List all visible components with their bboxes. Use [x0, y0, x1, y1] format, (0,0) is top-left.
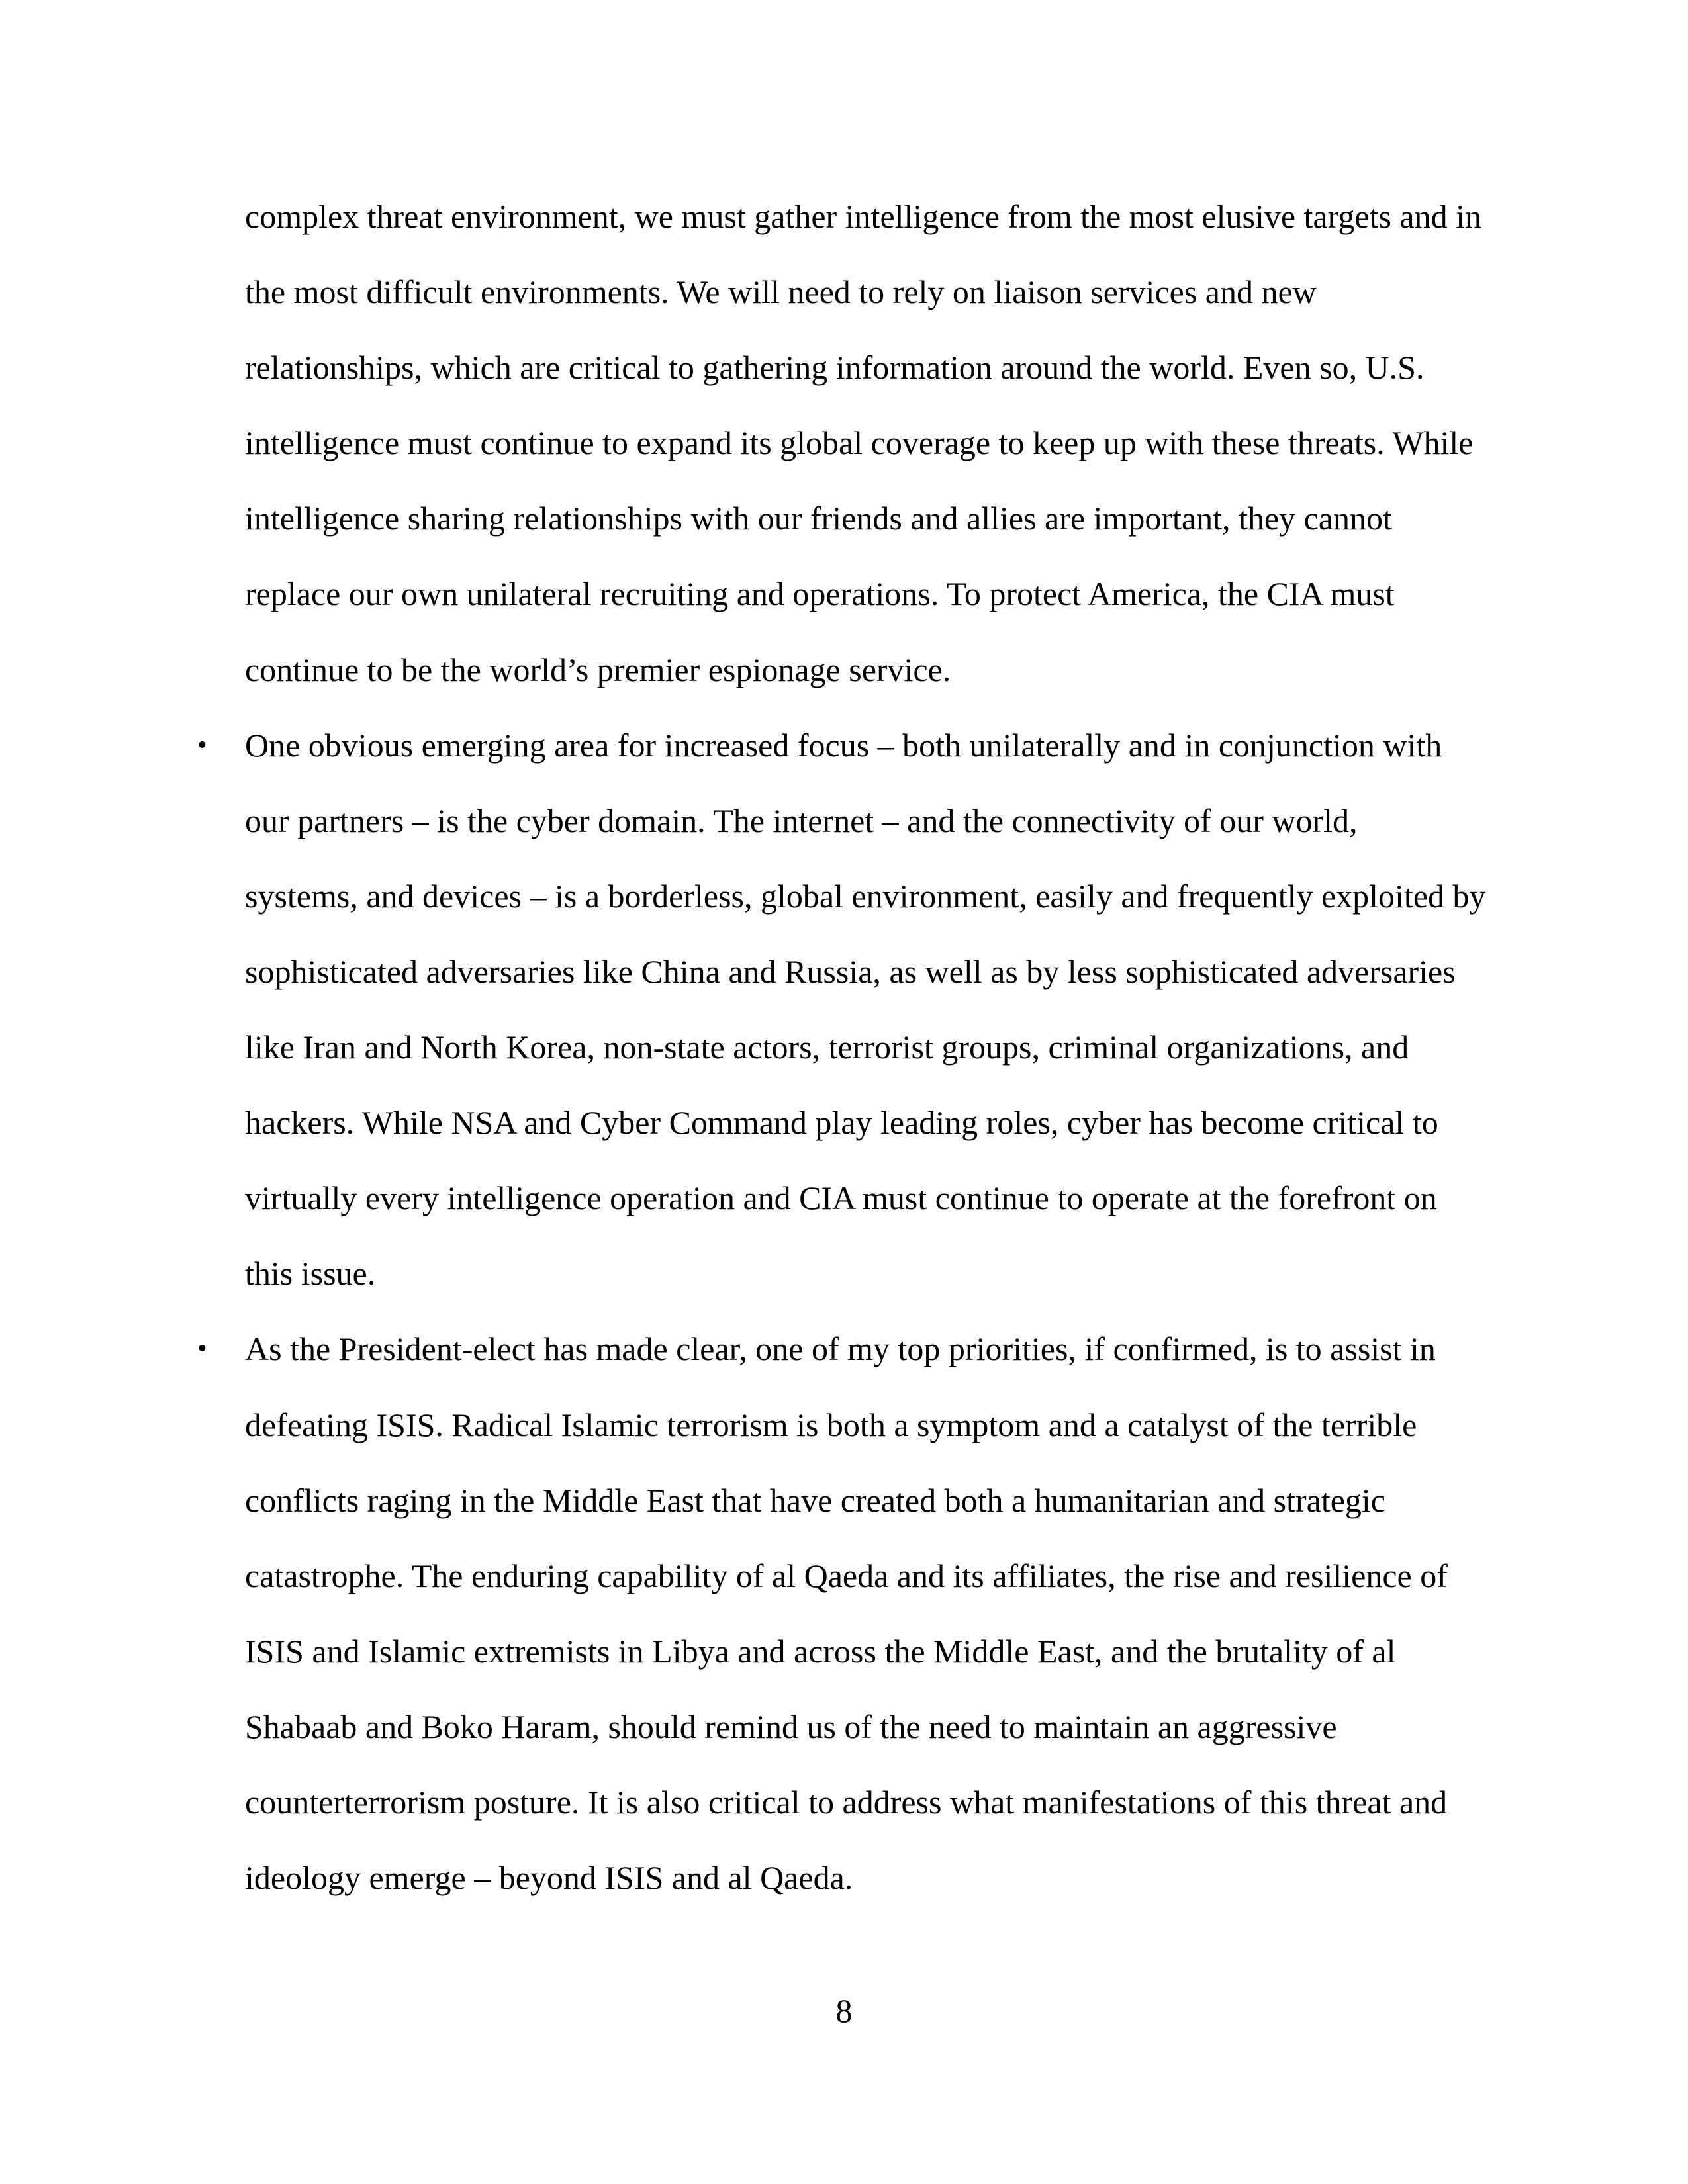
- text-line: like Iran and North Korea, non-state actors, terrorist groups, criminal organizations, and: [245, 1028, 1409, 1066]
- bullet-icon: •: [197, 729, 207, 760]
- text-line: intelligence must continue to expand its global coverage to keep up with these threats. While: [245, 424, 1474, 462]
- text-line: As the President-elect has made clear, one of my top priorities, if confirmed, is to assist in: [245, 1330, 1436, 1368]
- text-line: virtually every intelligence operation and CIA must continue to operate at the forefront on: [245, 1179, 1437, 1217]
- text-line: complex threat environment, we must gather intelligence from the most elusive targets and in: [245, 198, 1481, 235]
- text-line: our partners – is the cyber domain. The internet – and the connectivity of our world,: [245, 801, 1358, 839]
- text-line: the most difficult environments. We will need to rely on liaison services and new: [245, 273, 1317, 311]
- text-line: relationships, which are critical to gathering information around the world. Even so, U.S.: [245, 349, 1425, 387]
- text-line: ISIS and Islamic extremists in Libya and across the Middle East, and the brutality of al: [245, 1632, 1396, 1670]
- text-line: replace our own unilateral recruiting and operations. To protect America, the CIA must: [245, 575, 1395, 613]
- text-line: hackers. While NSA and Cyber Command play leading roles, cyber has become critical to: [245, 1104, 1438, 1142]
- text-line: this issue.: [245, 1255, 376, 1293]
- text-line: ideology emerge – beyond ISIS and al Qaeda.: [245, 1859, 853, 1897]
- page-number: 8: [835, 1992, 853, 2029]
- body-text: [197, 179, 1486, 1915]
- text-line: counterterrorism posture. It is also critical to address what manifestations of this threat and: [245, 1783, 1448, 1821]
- text-line: intelligence sharing relationships with our friends and allies are important, they cannot: [245, 500, 1392, 537]
- text-line: conflicts raging in the Middle East that have created both a humanitarian and strategic: [245, 1481, 1385, 1519]
- paragraph-continuation: [245, 179, 1483, 707]
- text-line: systems, and devices – is a borderless, global environment, easily and frequently exploited by: [245, 877, 1486, 915]
- bullet-icon: •: [197, 1334, 207, 1365]
- text-line: sophisticated adversaries like China and Russia, as well as by less sophisticated adversaries: [245, 952, 1456, 990]
- text-line: continue to be the world’s premier espionage service.: [245, 651, 951, 688]
- bullet-item-cyber: [197, 707, 1486, 1312]
- text-line: defeating ISIS. Radical Islamic terrorism is both a symptom and a catalyst of the terrible: [245, 1406, 1417, 1443]
- text-line: Shabaab and Boko Haram, should remind us of the need to maintain an aggressive: [245, 1707, 1337, 1745]
- text-line: One obvious emerging area for increased focus – both unilaterally and in conjunction with: [245, 726, 1442, 764]
- text-line: catastrophe. The enduring capability of al Qaeda and its affiliates, the rise and resilience of: [245, 1557, 1448, 1594]
- bullet-item-isis: [197, 1311, 1483, 1915]
